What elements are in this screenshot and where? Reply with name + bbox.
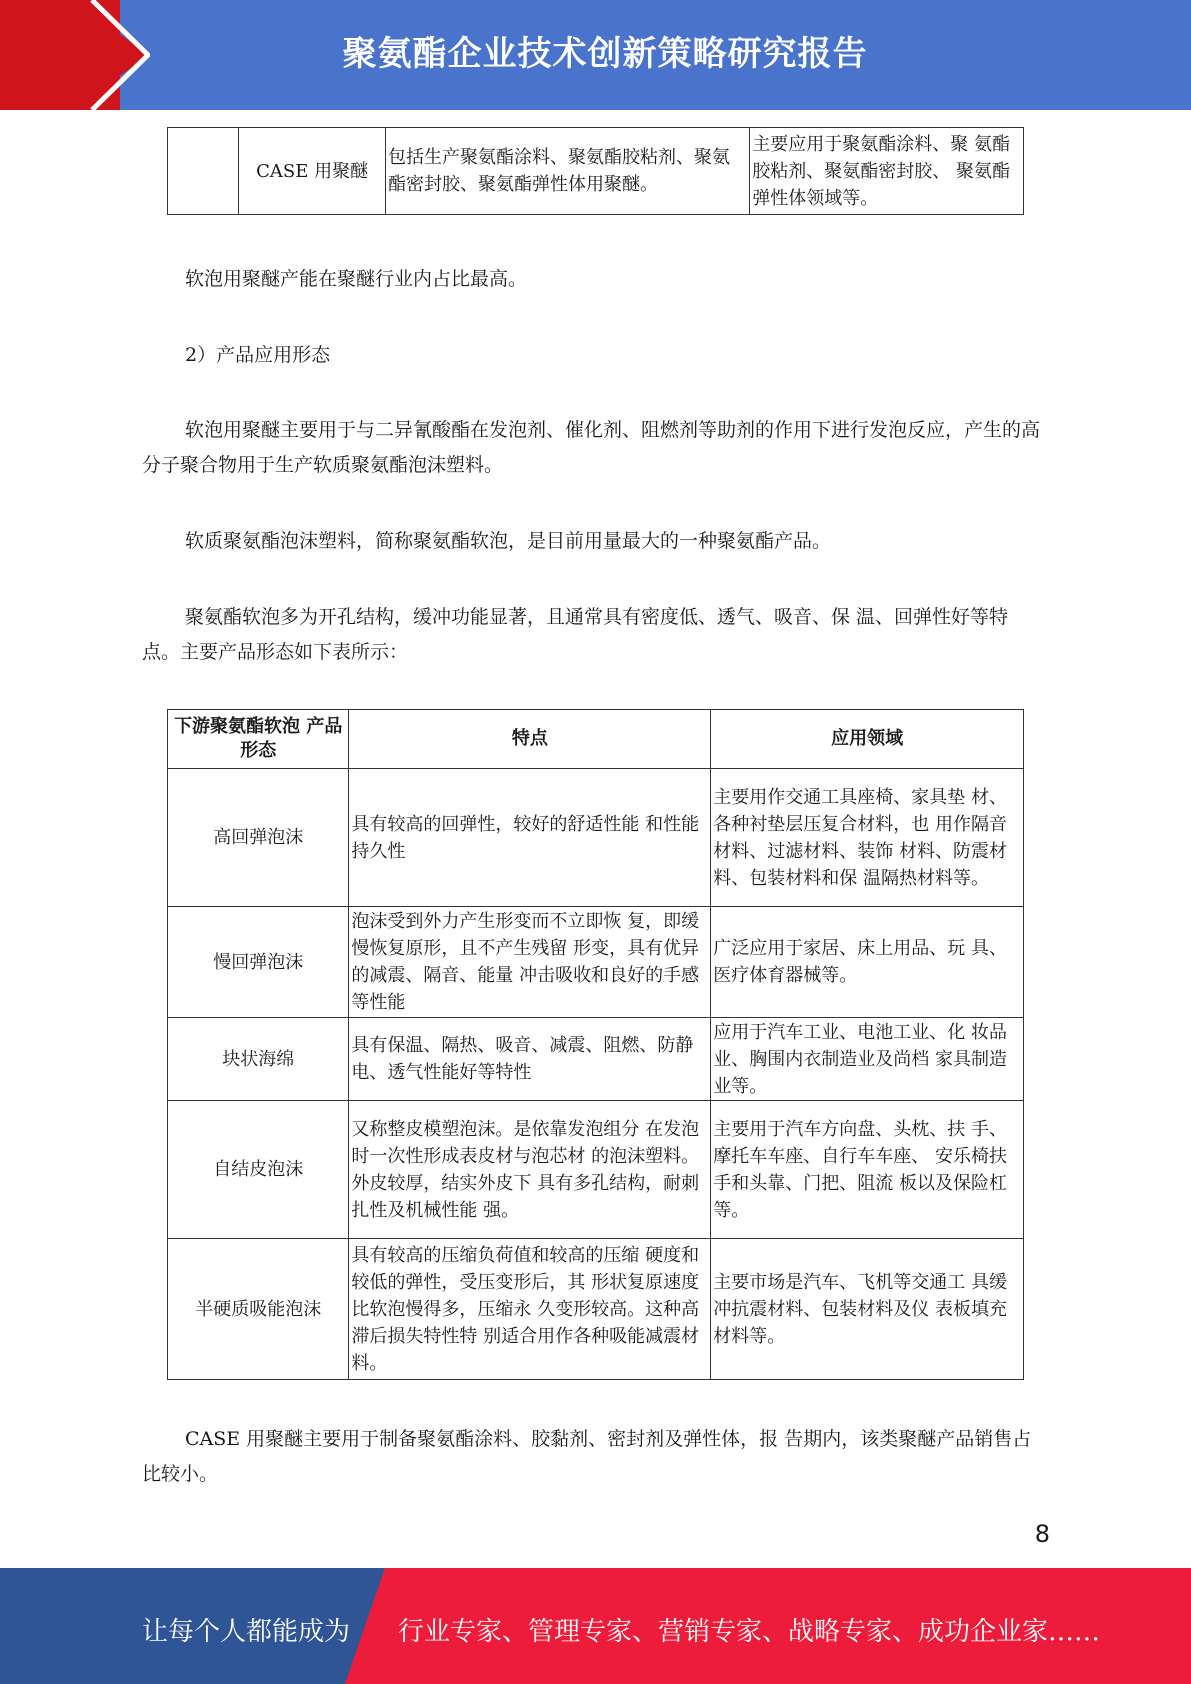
paragraph-case-polyether: CASE 用聚醚主要用于制备聚氨酯涂料、胶黏剂、密封剂及弹性体，报 告期内，该类聚醚产品销售占比较小。 [142, 1428, 1032, 1485]
table-row [168, 1018, 1024, 1101]
page-header [0, 0, 1191, 110]
case-polyether-table [167, 127, 1024, 215]
header-title: 聚氨酯企业技术创新策略研究报告 [342, 34, 868, 74]
table-row [168, 1239, 1024, 1380]
table-row [168, 1101, 1024, 1239]
header-chevron-icon [0, 0, 150, 110]
form-cell: 半硬质吸能泡沫 [168, 1239, 349, 1380]
application-cell: 主要应用于聚氨酯涂料、聚 氨酯胶粘剂、聚氨酯密封胶、 聚氨酯弹性体领域等。 [750, 128, 1024, 215]
header-product-form: 下游聚氨酯软泡 产品形态 [168, 710, 349, 769]
table-header-row [168, 710, 1024, 769]
form-cell: 高回弹泡沫 [168, 769, 349, 907]
table-row [168, 769, 1024, 907]
product-name-cell: CASE 用聚醚 [239, 128, 386, 215]
feature-cell: 具有保温、隔热、吸音、减震、阻燃、防静电、透气性能好等特性 [349, 1018, 711, 1101]
page-number: 8 [1034, 1520, 1050, 1548]
form-cell: 自结皮泡沫 [168, 1101, 349, 1239]
feature-cell: 又称整皮模塑泡沫。是依靠发泡组分 在发泡时一次性形成表皮材与泡芯材 的泡沫塑料。外皮较厚，结实外皮下 具有多孔结构，耐刺扎性及机械性能 强。 [349, 1101, 711, 1239]
application-cell: 主要用作交通工具座椅、家具垫 材、各种衬垫层压复合材料，也 用作隔音材料、过滤材料、装饰 材料、防震材料、包装材料和保 温隔热材料等。 [711, 769, 1024, 907]
table-row [168, 907, 1024, 1018]
feature-cell: 具有较高的压缩负荷值和较高的压缩 硬度和较低的弹性，受压变形后，其 形状复原速度比软泡慢得多，压缩永 久变形较高。这种高滞后损失特性特 别适合用作各种吸能减震材料。 [349, 1239, 711, 1380]
application-cell: 应用于汽车工业、电池工业、化 妆品业、胸围内衣制造业及尚档 家具制造业等。 [711, 1018, 1024, 1101]
feature-cell: 具有较高的回弹性，较好的舒适性能 和性能持久性 [349, 769, 711, 907]
product-forms-table [167, 709, 1024, 1380]
paragraph-characteristics: 聚氨酯软泡多为开孔结构，缓冲功能显著，且通常具有密度低、透气、吸音、保 温、回弹性好等特点。主要产品形态如下表所示： [142, 606, 1009, 663]
footer-slogan-left: 让每个人都能成为 [142, 1617, 351, 1647]
form-cell: 块状海绵 [168, 1018, 349, 1101]
application-cell: 主要用于汽车方向盘、头枕、扶 手、摩托车车座、自行车车座、 安乐椅扶手和头靠、门把、阻流 板以及保险杠等。 [711, 1101, 1024, 1239]
section-heading-application: 2）产品应用形态 [185, 344, 331, 366]
paragraph-usage: 软泡用聚醚主要用于与二异氰酸酯在发泡剂、催化剂、阻燃剂等助剂的作用下进行发泡反应，产生的高分子聚合物用于生产软质聚氨酯泡沫塑料。 [142, 419, 1041, 476]
table-row [168, 128, 1024, 215]
paragraph-capacity: 软泡用聚醚产能在聚醚行业内占比最高。 [185, 268, 528, 290]
header-feature: 特点 [349, 710, 711, 769]
application-cell: 广泛应用于家居、床上用品、玩 具、医疗体育器械等。 [711, 907, 1024, 1018]
application-cell: 主要市场是汽车、飞机等交通工 具缓冲抗震材料、包装材料及仪 表板填充材料等。 [711, 1239, 1024, 1380]
description-cell: 包括生产聚氨酯涂料、聚氨酯胶粘剂、聚氨酯密封胶、聚氨酯弹性体用聚醚。 [386, 128, 750, 215]
header-application: 应用领域 [711, 710, 1024, 769]
footer-slogan-right: 行业专家、管理专家、营销专家、战略专家、成功企业家…… [398, 1617, 1101, 1647]
category-cell [168, 128, 239, 215]
feature-cell: 泡沫受到外力产生形变而不立即恢 复，即缓慢恢复原形，且不产生残留 形变，具有优异的减震、隔音、能量 冲击吸收和良好的手感等性能 [349, 907, 711, 1018]
paragraph-definition: 软质聚氨酯泡沫塑料，简称聚氨酯软泡，是目前用量最大的一种聚氨酯产品。 [185, 530, 832, 552]
form-cell: 慢回弹泡沫 [168, 907, 349, 1018]
